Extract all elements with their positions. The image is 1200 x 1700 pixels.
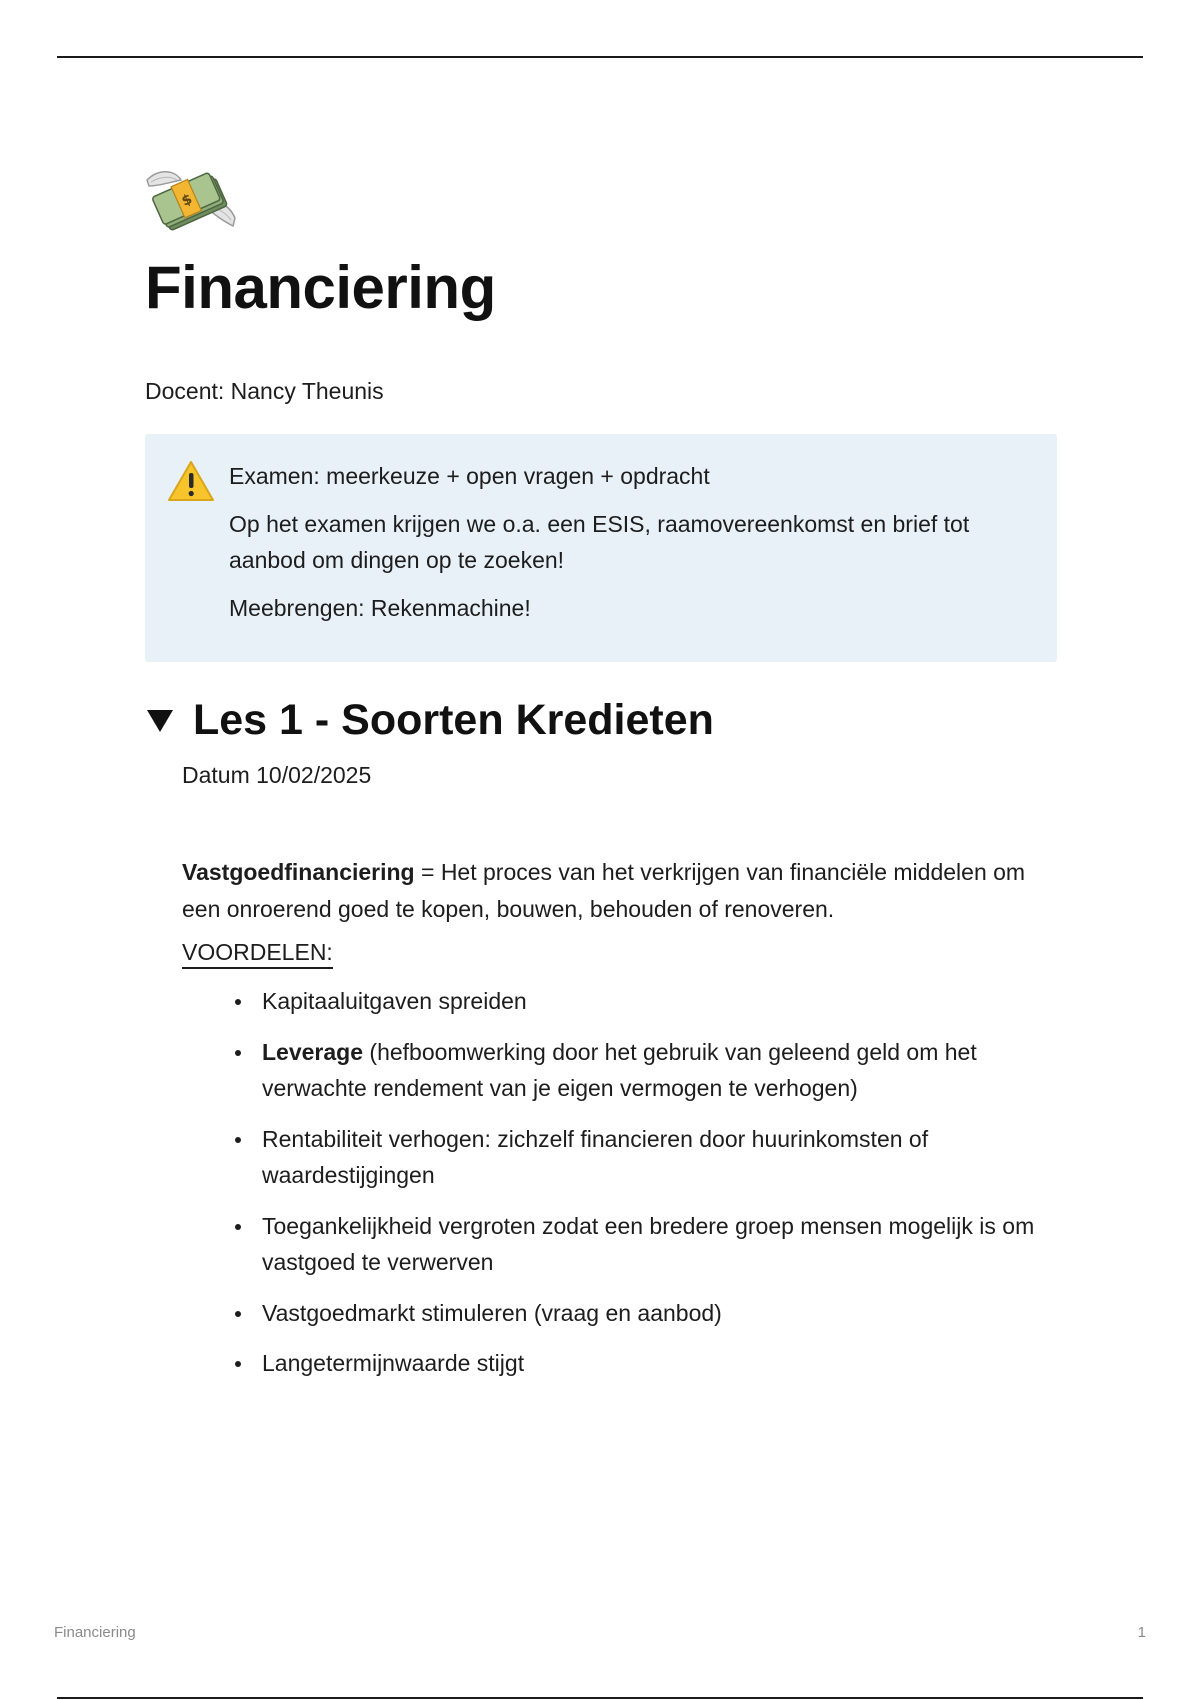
definition-term: Vastgoedfinanciering <box>182 859 415 885</box>
voordelen-label: VOORDELEN: <box>182 937 333 969</box>
callout-body <box>229 458 1027 626</box>
bottom-rule <box>57 1697 1143 1699</box>
lesson-date: Datum 10/02/2025 <box>182 762 372 788</box>
footer-page-number: 1 <box>1137 1624 1146 1641</box>
svg-text:$: $ <box>179 191 195 210</box>
exam-callout <box>145 434 1057 662</box>
voordelen-list <box>182 983 1057 1382</box>
callout-bring-calculator: Meebrengen: Rekenmachine! <box>229 595 531 621</box>
footer-title: Financiering <box>54 1624 136 1641</box>
section-heading-les-1[interactable] <box>145 692 1057 748</box>
list-item-text: Kapitaaluitgaven spreiden <box>262 988 527 1014</box>
list-item <box>232 983 1057 1020</box>
page-title: Financiering <box>145 254 496 321</box>
callout-exam-format: Examen: meerkeuze + open vragen + opdracht <box>229 463 710 489</box>
section-body <box>182 758 1057 1382</box>
triangle-down-icon[interactable] <box>145 706 175 734</box>
definition-paragraph <box>182 854 1057 927</box>
callout-exam-documents: Op het examen krijgen we o.a. een ESIS, raamovereenkomst en brief tot aanbod om dingen op te zoeken! <box>229 511 970 573</box>
list-item <box>232 1034 1057 1107</box>
docent-line: Docent: Nancy Theunis <box>145 378 384 404</box>
top-rule <box>57 56 1143 58</box>
list-item <box>232 1208 1057 1281</box>
flying-money-icon <box>145 160 237 242</box>
list-item <box>232 1345 1057 1382</box>
list-item-text: Toegankelijkheid vergroten zodat een bredere groep mensen mogelijk is om vastgoed te verwerven <box>262 1212 1035 1275</box>
page-content <box>145 160 1057 1396</box>
list-item-text: (hefboomwerking door het gebruik van geleend geld om het verwachte rendement van je eigen vermogen te verhogen) <box>262 1038 977 1101</box>
section-heading-text: Les 1 - Soorten Kredieten <box>193 696 714 744</box>
list-item <box>232 1121 1057 1194</box>
warning-icon <box>167 460 215 502</box>
list-item-text: Vastgoedmarkt stimuleren (vraag en aanbod) <box>262 1299 722 1326</box>
list-item-text: Rentabiliteit verhogen: zichzelf financieren door huurinkomsten of waardestijgingen <box>262 1125 929 1188</box>
list-item-text: Langetermijnwaarde stijgt <box>262 1350 525 1376</box>
list-item <box>232 1295 1057 1332</box>
list-item-bold: Leverage <box>262 1038 364 1065</box>
definition-text: = Het proces van het verkrijgen van financiële middelen om een onroerend goed te kopen, bouwen, behouden of renoveren. <box>182 859 1026 922</box>
